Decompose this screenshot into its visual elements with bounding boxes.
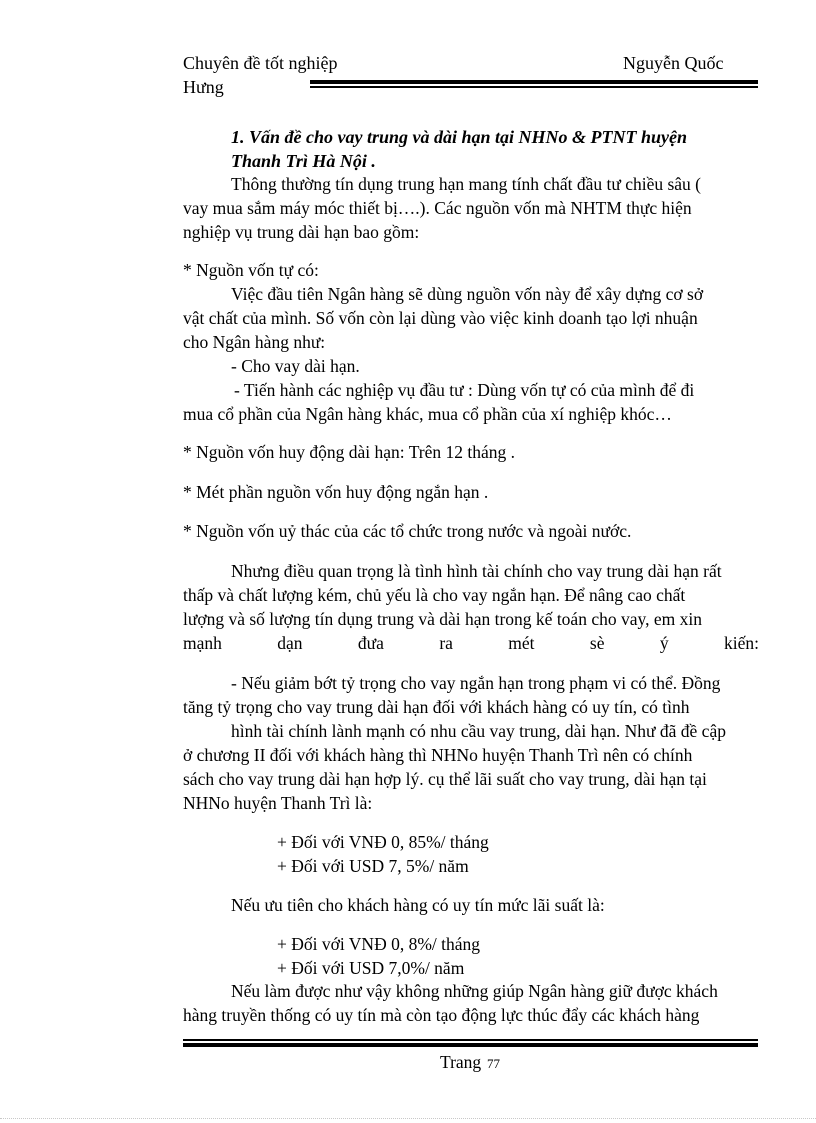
word: mạnh — [183, 633, 222, 653]
word: ý — [659, 633, 669, 653]
paragraph-line: - Nếu giảm bớt tỷ trọng cho vay ngắn hạn trong phạm vi có thể. Đồng — [231, 673, 721, 693]
dash-item: - Cho vay dài hạn. — [231, 356, 360, 376]
paragraph-line: hàng truyền thống có uy tín mà còn tạo động lực thúc đẩy các khách hàng — [183, 1005, 700, 1025]
footer-page-label: Trang — [440, 1052, 482, 1072]
paragraph-line: nghiệp vụ trung dài hạn bao gồm: — [183, 222, 420, 242]
paragraph-line: Thông thường tín dụng trung hạn mang tính chất đầu tư chiều sâu ( — [231, 174, 702, 194]
paragraph-line: cho Ngân hàng như: — [183, 332, 326, 352]
bullet-heading: * Nguồn vốn tự có: — [183, 260, 319, 280]
paragraph-line: sách cho vay trung dài hạn hợp lý. cụ thể lãi suất cho vay trung, dài hạn tại — [183, 769, 707, 789]
header-rule-thin — [310, 86, 758, 88]
rate-line: + Đối với VNĐ 0, 85%/ tháng — [277, 832, 489, 852]
word: mét — [508, 633, 535, 653]
bullet-heading: * Nguồn vốn huy động dài hạn: Trên 12 tháng . — [183, 442, 516, 462]
bullet-heading: * Mét phần nguồn vốn huy động ngắn hạn . — [183, 482, 489, 502]
paragraph-line: Nếu làm được như vậy không những giúp Ngân hàng giữ được khách — [231, 981, 718, 1001]
header-left: Chuyên đề tốt nghiệp — [183, 53, 338, 73]
word: kiến: — [724, 633, 759, 653]
section-title-line1: 1. Vấn đề cho vay trung và dài hạn tại NHNo & PTNT huyện — [231, 127, 688, 147]
rate-line: + Đối với USD 7, 5%/ năm — [277, 856, 469, 876]
paragraph-line: Nếu ưu tiên cho khách hàng có uy tín mức lãi suất là: — [231, 895, 605, 915]
paragraph-line: NHNo huyện Thanh Trì là: — [183, 793, 373, 813]
paragraph-line: vật chất của mình. Số vốn còn lại dùng vào việc kinh doanh tạo lợi nhuận — [183, 308, 698, 328]
bullet-heading: * Nguồn vốn uỷ thác của các tổ chức trong nước và ngoài nước. — [183, 521, 632, 541]
paragraph-line: Nhưng điều quan trọng là tình hình tài chính cho vay trung dài hạn rất — [231, 561, 722, 581]
word: sè — [589, 633, 605, 653]
footer-rule-thick — [183, 1043, 758, 1047]
page-edge-divider — [0, 1118, 816, 1119]
footer-page-number: 77 — [487, 1056, 500, 1071]
paragraph-line: hình tài chính lành mạnh có nhu cầu vay trung, dài hạn. Như đã đề cập — [231, 721, 726, 741]
dash-item: - Tiến hành các nghiệp vụ đầu tư : Dùng vốn tự có của mình để đi — [234, 380, 695, 400]
paragraph-line: vay mua sắm máy móc thiết bị….). Các nguồn vốn mà NHTM thực hiện — [183, 198, 692, 218]
word: ra — [439, 633, 453, 653]
section-title-line2: Thanh Trì Hà Nội . — [231, 151, 376, 171]
word: đưa — [357, 633, 384, 653]
paragraph-line: thấp và chất lượng kém, chủ yếu là cho vay ngắn hạn. Để nâng cao chất — [183, 585, 686, 605]
rate-line: + Đối với USD 7,0%/ năm — [277, 958, 465, 978]
rate-line: + Đối với VNĐ 0, 8%/ tháng — [277, 934, 481, 954]
footer-rule-thin — [183, 1039, 758, 1041]
paragraph-line: lượng và số lượng tín dụng trung và dài hạn trong kế toán cho vay, em xin — [183, 609, 702, 629]
paragraph-line: Việc đầu tiên Ngân hàng sẽ dùng nguồn vốn này để xây dựng cơ sở — [231, 284, 704, 304]
paragraph-line: tăng tỷ trọng cho vay trung dài hạn đối với khách hàng có uy tín, có tình — [183, 697, 690, 717]
justified-line — [183, 631, 759, 655]
paragraph-line: ở chương II đối với khách hàng thì NHNo huyện Thanh Trì nên có chính — [183, 745, 693, 765]
header-right: Nguyễn Quốc — [623, 53, 724, 73]
header-wrap: Hưng — [183, 77, 224, 97]
header-rule-thick — [310, 80, 758, 84]
paragraph-line: mua cổ phần của Ngân hàng khác, mua cổ phần của xí nghiệp khóc… — [183, 404, 672, 424]
word: dạn — [277, 633, 303, 653]
